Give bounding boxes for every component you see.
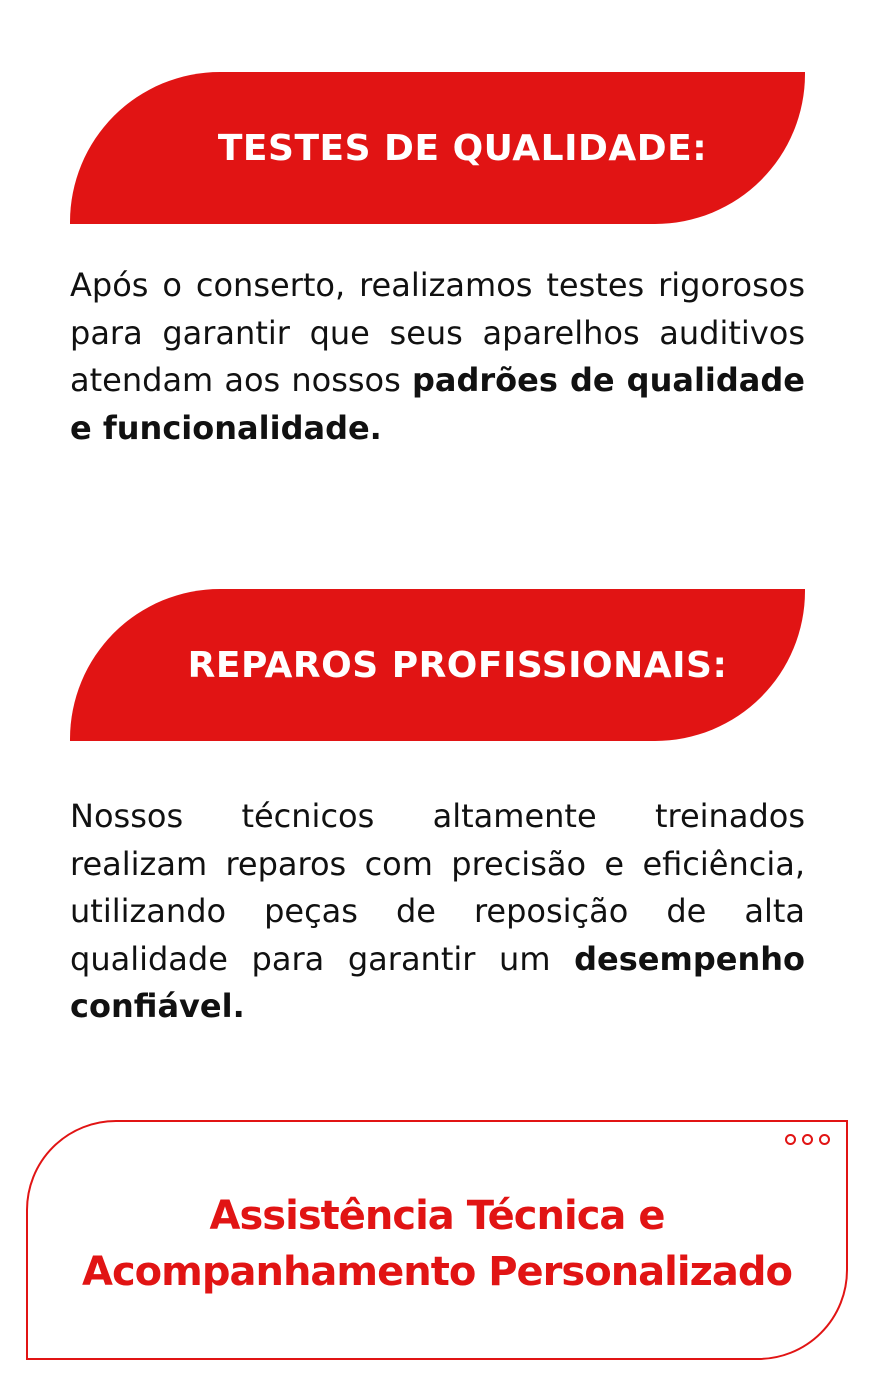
card-title-line-2: Acompanhamento Personalizado — [82, 1249, 792, 1295]
section-text-reparos-bold: desempenho confiável. — [70, 939, 805, 1025]
dot-icon — [785, 1134, 796, 1145]
card-title-line-1: Assistência Técnica e — [209, 1193, 665, 1239]
section-text-reparos-plain: Nossos técnicos altamente treinados realizam reparos com precisão e eficiência, utilizando peças de reposição de alta qualidade para garantir um — [70, 797, 805, 978]
card-title — [82, 1188, 792, 1300]
highlight-card — [26, 1120, 848, 1360]
section-text-testes — [70, 262, 805, 452]
dot-icon — [819, 1134, 830, 1145]
section-banner-reparos — [70, 589, 805, 741]
section-text-testes-bold: padrões de qualidade e funcionalidade. — [70, 361, 806, 447]
section-text-reparos — [70, 793, 805, 1031]
three-dots-icon — [785, 1134, 830, 1145]
dot-icon — [802, 1134, 813, 1145]
section-title-testes: TESTES DE QUALIDADE: — [217, 127, 708, 169]
section-banner-testes — [70, 72, 805, 224]
section-title-reparos: REPAROS PROFISSIONAIS: — [187, 644, 728, 686]
section-text-testes-plain: Após o conserto, realizamos testes rigorosos para garantir que seus aparelhos auditivos atendam aos nossos — [70, 266, 805, 399]
